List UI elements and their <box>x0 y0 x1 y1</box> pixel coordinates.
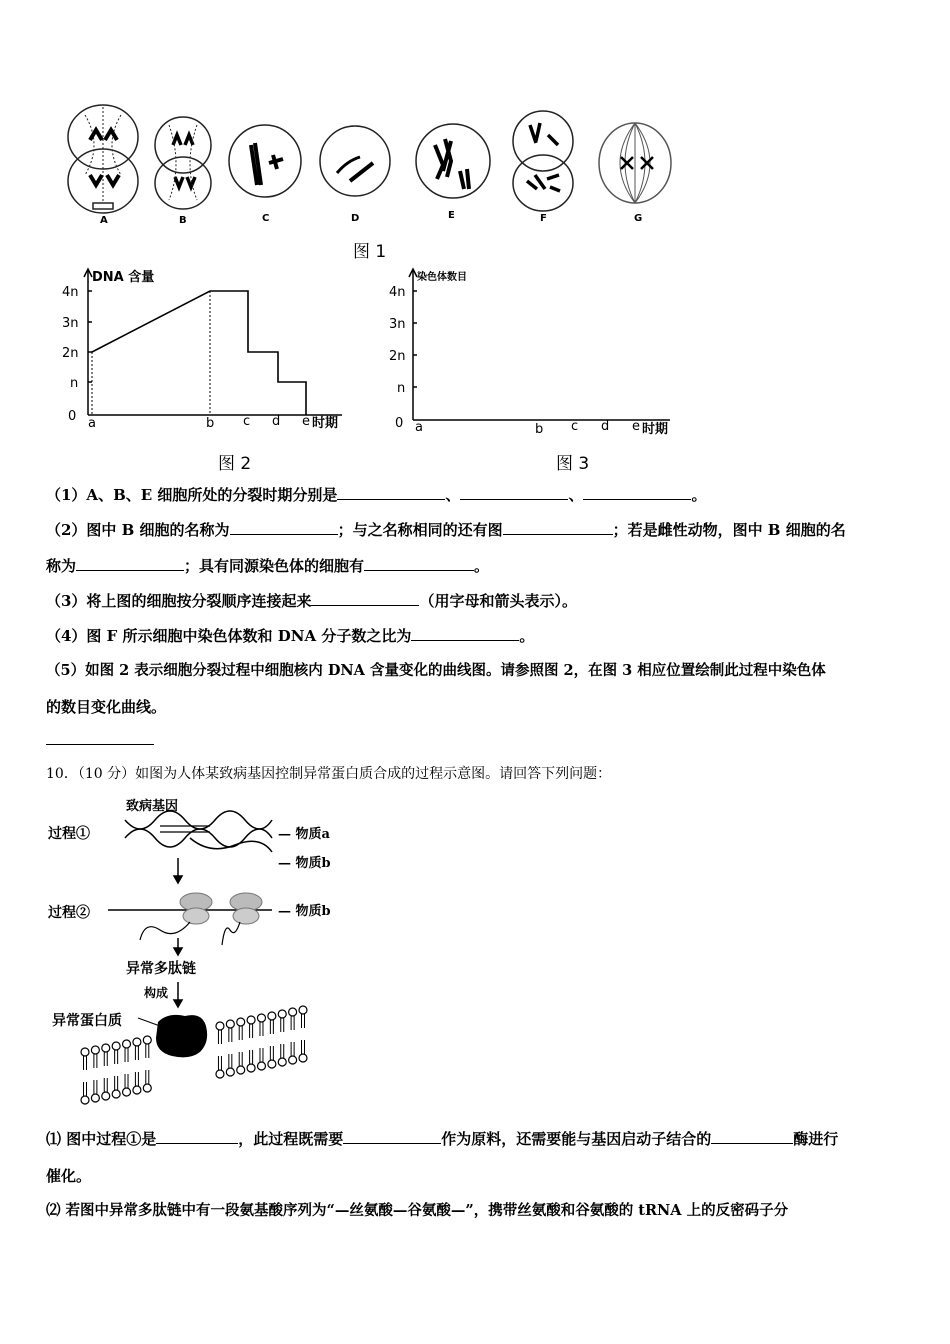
fig2-ylabel: DNA 含量 <box>92 270 155 285</box>
label-substance-b2: — 物质b <box>278 904 331 919</box>
q2-text-c: ；若是雌性动物，图中 B 细胞的名 <box>612 521 846 539</box>
fig3-ytick-4n: 4n <box>389 285 406 300</box>
fig3-xtick-e: e <box>632 419 640 434</box>
cell-g <box>599 123 671 203</box>
q3-blank[interactable] <box>311 591 419 606</box>
q10-sub1-text-b: ，此过程既需要 <box>238 1130 344 1148</box>
fig2-ytick-n: n <box>70 376 79 391</box>
question-5-line1 <box>46 661 826 681</box>
q5-text-a: （5）如图 2 表示细胞分裂过程中细胞核内 DNA 含量变化的曲线图。请参照图 2，在图 3 相应位置绘制此过程中染色体 <box>46 662 826 679</box>
fig2-xtick-c: c <box>243 414 251 429</box>
question-3 <box>46 591 577 611</box>
label-substance-b1: — 物质b <box>278 856 331 871</box>
figure2-caption: 图 2 <box>218 454 252 474</box>
fig3-ytick-3n: 3n <box>389 317 406 332</box>
q2-text-a: （2）图中 B 细胞的名称为 <box>46 521 230 539</box>
label-protein: 异常蛋白质 <box>52 1013 122 1029</box>
q10-sub1-text-d: 酶进行 <box>793 1130 839 1148</box>
cell-label-g: G <box>634 213 643 224</box>
q1-blank-1[interactable] <box>337 485 445 500</box>
figure1-caption: 图 1 <box>353 242 387 262</box>
label-polypeptide: 异常多肽链 <box>126 961 196 977</box>
q1-blank-2[interactable] <box>460 485 568 500</box>
cell-a <box>68 105 138 213</box>
cell-label-a: A <box>100 215 108 226</box>
fig3-xtick-a: a <box>415 420 423 435</box>
q3-text-b: （用字母和箭头表示）。 <box>419 592 577 610</box>
label-process1: 过程① <box>48 826 90 842</box>
fig2-ytick-2n: 2n <box>62 346 79 361</box>
fig2-xtick-b: b <box>206 416 215 431</box>
fig3-xtick-c: c <box>571 419 579 434</box>
label-forms: 构成 <box>144 986 169 1000</box>
q4-end: 。 <box>519 627 535 645</box>
q10-sub1-blank-3[interactable] <box>711 1129 793 1144</box>
q1-blank-3[interactable] <box>583 485 691 500</box>
cell-label-b: B <box>179 215 187 226</box>
question-10-intro <box>46 764 611 784</box>
fig3-xlabel: 时期 <box>642 422 669 437</box>
q10-sub1-line1 <box>46 1129 838 1149</box>
q5-text-b: 的数目变化曲线。 <box>46 698 167 716</box>
fig3-ytick-2n: 2n <box>389 349 406 364</box>
q2-text-b: ；与之名称相同的还有图 <box>337 521 503 539</box>
q1-sep-2: 、 <box>568 486 584 504</box>
fig3-ylabel: 染色体数目 <box>417 272 467 283</box>
ribosome-1 <box>180 893 212 924</box>
cell-f <box>513 111 573 211</box>
q10-sub1-text-a: ⑴ 图中过程①是 <box>46 1130 157 1148</box>
q2-blank-3[interactable] <box>76 556 184 571</box>
question-4 <box>46 626 534 646</box>
fig3-xtick-d: d <box>601 419 610 434</box>
fig3-ytick-n: n <box>397 381 406 396</box>
q4-blank[interactable] <box>411 626 519 641</box>
q2-blank-2[interactable] <box>503 520 613 535</box>
cell-label-c: C <box>262 213 270 224</box>
q2-end: 。 <box>474 557 490 575</box>
q10-sub2-text: ⑵ 若图中异常多肽链中有一段氨基酸序列为“—丝氨酸—谷氨酸—”，携带丝氨酸和谷氨酸的 tRNA 上的反密码子分 <box>46 1202 789 1219</box>
question-5-line2 <box>46 697 166 717</box>
q2-text-d: 称为 <box>46 557 77 575</box>
figure3-caption: 图 3 <box>556 454 590 474</box>
question-1 <box>46 485 706 505</box>
figure1-cells <box>55 95 695 235</box>
fig3-ytick-0: 0 <box>395 416 404 431</box>
q1-text: （1）A、B、E 细胞所处的分裂时期分别是 <box>46 486 338 504</box>
cell-b <box>155 117 211 209</box>
dna-curve <box>92 291 306 415</box>
label-gene: 致病基因 <box>126 799 179 814</box>
cell-label-f: F <box>540 213 547 224</box>
q2-blank-1[interactable] <box>230 520 338 535</box>
abnormal-protein-shape <box>156 1015 207 1057</box>
q10-sub1-blank-1[interactable] <box>156 1129 238 1144</box>
q2-text-e: ；具有同源染色体的细胞有 <box>184 557 365 575</box>
cell-d <box>320 126 390 196</box>
section-divider <box>46 744 154 745</box>
q1-end: 。 <box>691 486 707 504</box>
cell-label-e: E <box>448 210 455 221</box>
fig2-xtick-d: d <box>272 414 281 429</box>
q3-text-a: （3）将上图的细胞按分裂顺序连接起来 <box>46 592 312 610</box>
fig2-xtick-a: a <box>88 416 96 431</box>
fig2-xlabel: 时期 <box>312 416 339 431</box>
dna-helix <box>125 811 272 852</box>
figure2-chart <box>60 265 360 435</box>
q10-sub1-text-e: 催化。 <box>46 1167 92 1185</box>
label-substance-a: — 物质a <box>278 827 330 842</box>
q10-sub1-line2 <box>46 1166 91 1186</box>
fig2-ytick-0: 0 <box>68 409 77 424</box>
q10-intro-text: 10．（10 分）如图为人体某致病基因控制异常蛋白质合成的过程示意图。请回答下列问题： <box>46 766 612 782</box>
fig3-xtick-b: b <box>535 422 544 437</box>
q4-text: （4）图 F 所示细胞中染色体数和 DNA 分子数之比为 <box>46 627 412 645</box>
cell-label-d: D <box>351 213 360 224</box>
figure3-chart <box>385 265 690 440</box>
fig2-ytick-3n: 3n <box>62 316 79 331</box>
cell-c <box>229 125 301 197</box>
label-process2: 过程② <box>48 905 90 921</box>
q10-sub1-blank-2[interactable] <box>343 1129 441 1144</box>
q10-sub1-text-c: 作为原料，还需要能与基因启动子结合的 <box>441 1130 712 1148</box>
ribosome-2 <box>230 893 262 924</box>
q10-diagram <box>40 790 370 1110</box>
q2-blank-4[interactable] <box>364 556 474 571</box>
q1-sep-1: 、 <box>445 486 461 504</box>
cell-e <box>416 124 490 198</box>
fig2-ytick-4n: 4n <box>62 285 79 300</box>
question-2-line2 <box>46 556 489 576</box>
fig2-xtick-e: e <box>302 414 310 429</box>
question-2-line1 <box>46 520 846 540</box>
q10-sub2-line1 <box>46 1201 788 1221</box>
